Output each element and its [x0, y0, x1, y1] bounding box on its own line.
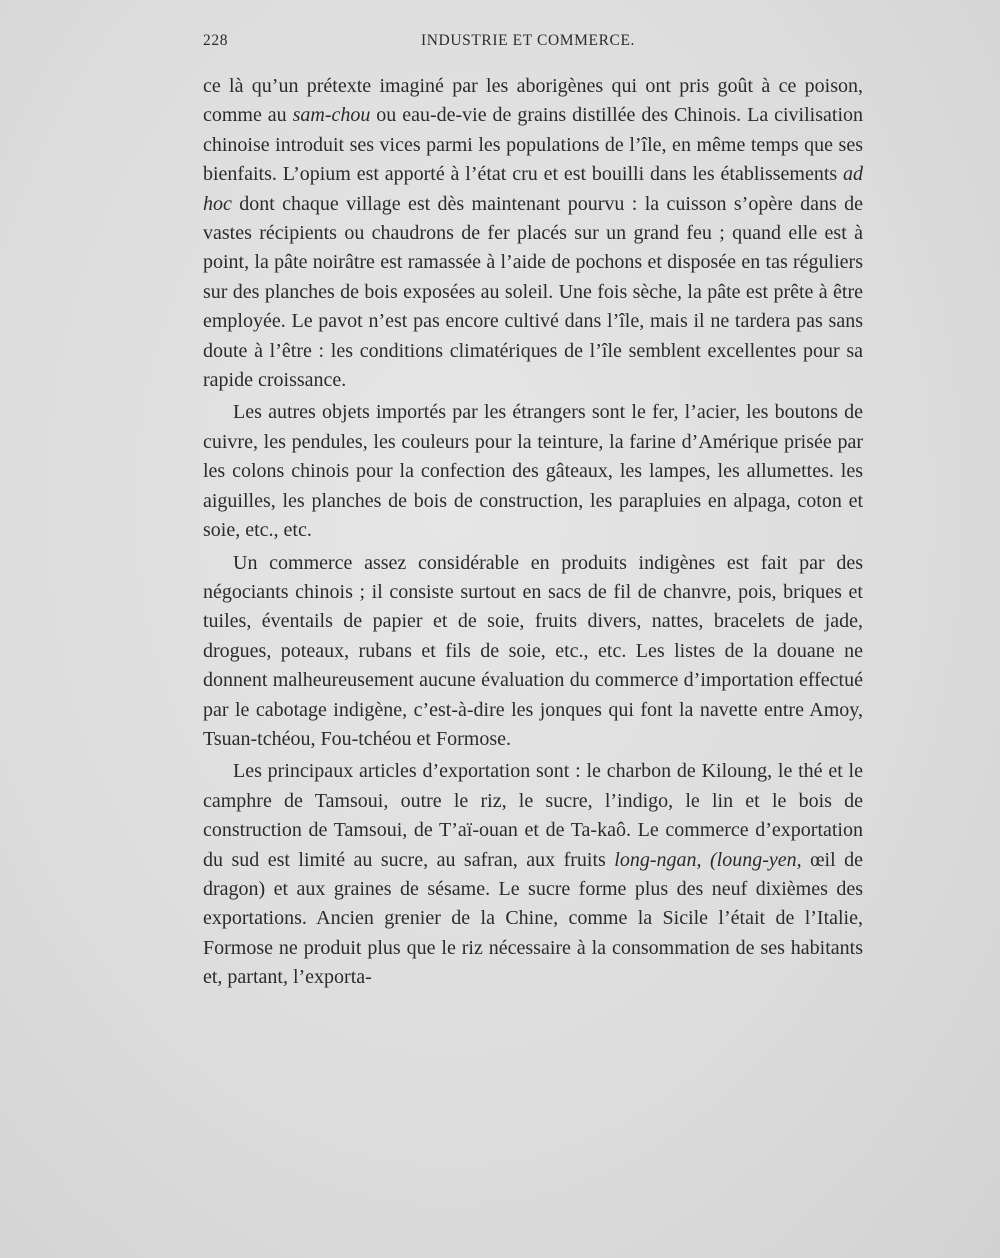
- text-run: dont chaque village est dès maintenant pourvu : la cuisson s’opère dans de vastes récipients ou chaudrons de fer placés sur un grand feu ; quand elle est à point, la pâte noirâtre est ramassée à l’aide de pochons et disposée en tas réguliers sur des planches de bois exposées au soleil. Une fois sèche, la pâte est prête à être employée. Le pavot n’est pas encore cultivé dans l’île, mais il ne tardera pas sans doute à l’être : les conditions climatériques de l’île semblent excellentes pour sa rapide croissance.: [203, 192, 863, 392]
- text-run: œil de dragon) et aux graines de sésame. Le sucre forme plus des neuf dixièmes des exportations. Ancien grenier de la Chine, comme la Sicile l’était de l’Italie, Formose ne produit plus que le riz nécessaire à la consommation de ses habitants et, partant, l’exporta-: [203, 848, 864, 989]
- italic-term: ad hoc: [203, 163, 863, 215]
- page-number: 228: [203, 32, 229, 49]
- running-title: INDUSTRIE ET COMMERCE.: [421, 32, 635, 49]
- text-run: Les principaux articles d’exportation sont : le charbon de Kiloung, le thé et le camphre de Tamsoui, outre le riz, le sucre, l’indigo, le lin et le bois de construction de Tamsoui, de T’aï-ouan et de Ta-kaô. Le commerce d’exportation du sud est limité au sucre, au safran, aux fruits: [203, 760, 863, 871]
- paragraph-3: Un commerce assez considérable en produits indigènes est fait par des négociants chinois ; il consiste surtout en sacs de fil de chanvre, pois, briques et tuiles, éventails de papier et de soie, fruits divers, nattes, bracelets de jade, drogues, poteaux, rubans et fils de soie, etc., etc. Les listes de la douane ne donnent malheureusement aucune évaluation du commerce d’importation effectué par le cabotage indigène, c’est-à-dire les jonques qui font la navette entre Amoy, Tsuan-tchéou, Fou-tchéou et Formose.: [203, 551, 863, 750]
- text-run: ce là qu’un prétexte imaginé par les aborigènes qui ont pris goût à ce poison, comme au: [203, 75, 863, 127]
- italic-term: long-ngan, (loung-yen,: [614, 848, 802, 871]
- page-header: [203, 32, 863, 56]
- paragraph-1: [203, 72, 863, 395]
- italic-term: sam-chou: [292, 104, 371, 127]
- body-text: [203, 72, 863, 993]
- paragraph-2: Les autres objets importés par les étrangers sont le fer, l’acier, les boutons de cuivre, les pendules, les couleurs pour la teinture, la farine d’Amérique prisée par les colons chinois pour la confection des gâteaux, les lampes, les allumettes. les aiguilles, les planches de bois de construction, les parapluies en alpaga, coton et soie, etc., etc.: [203, 401, 863, 542]
- text-run: ou eau-de-vie de grains distillée des Chinois. La civilisation chinoise introduit ses vices parmi les populations de l’île, en même temps que ses bienfaits. L’opium est apporté à l’état cru et est bouilli dans les établissements: [203, 104, 863, 186]
- paragraph-4: [203, 757, 863, 992]
